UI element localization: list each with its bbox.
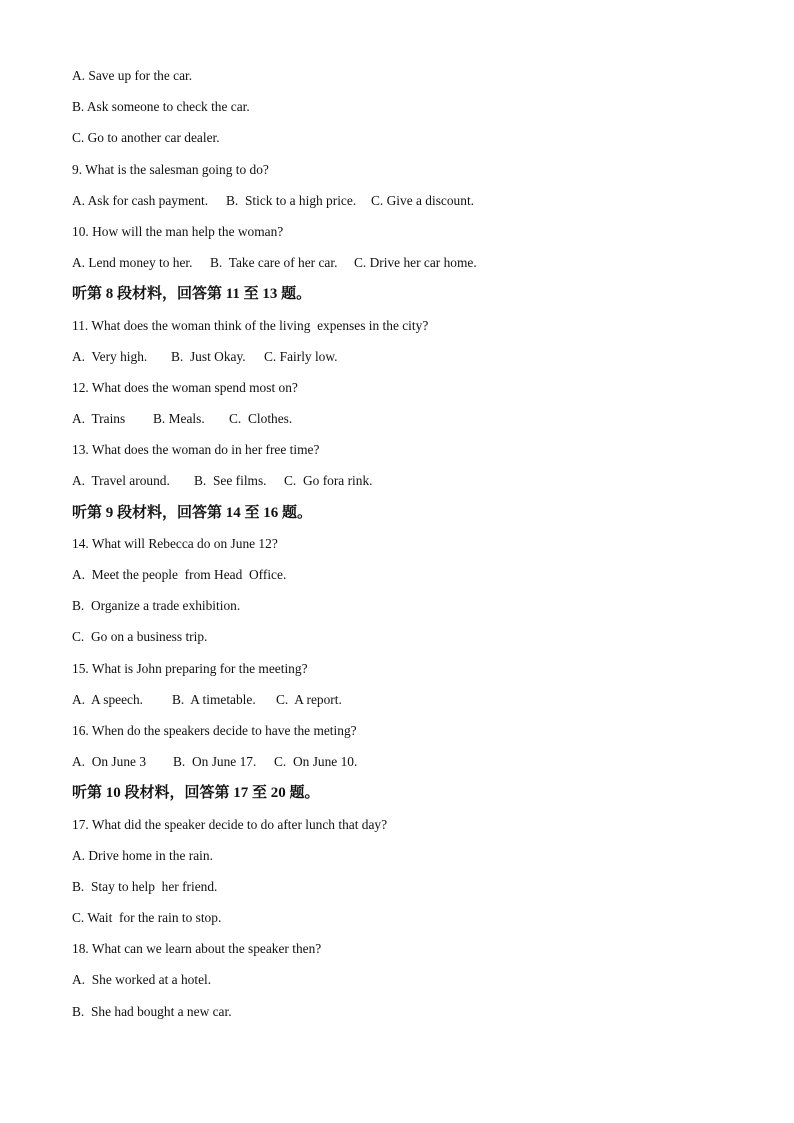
answer-option: C. Drive her car home. [354, 255, 477, 271]
section-heading: 听第 10 段材料，回答第 17 至 20 题。 [72, 785, 320, 802]
answer-option: A. Lend money to her. [72, 255, 193, 271]
answer-option: B. See films. [194, 473, 267, 489]
answer-option: B. Meals. [153, 411, 205, 427]
answer-option: B. Take care of her car. [210, 255, 338, 271]
question-text: 15. What is John preparing for the meeting? [72, 660, 308, 676]
answer-options-row [72, 752, 732, 783]
answer-option: A. Trains [72, 411, 126, 427]
answer-options-row [72, 690, 732, 721]
answer-option: A. Drive home in the rain. [72, 847, 213, 863]
answer-options-row [72, 409, 732, 440]
answer-option: B. Organize a trade exhibition. [72, 598, 241, 614]
answer-option: B. Just Okay. [171, 348, 246, 364]
question-text: 12. What does the woman spend most on? [72, 379, 298, 395]
answer-option: C. On June 10. [274, 754, 358, 770]
question-text: 17. What did the speaker decide to do after lunch that day? [72, 816, 388, 832]
question-text: 18. What can we learn about the speaker then? [72, 941, 322, 957]
question-text: 16. When do the speakers decide to have the meting? [72, 722, 357, 738]
question-text: 9. What is the salesman going to do? [72, 161, 269, 177]
question-list [72, 66, 732, 1033]
answer-options-row [72, 347, 732, 378]
answer-option: C. Go on a business trip. [72, 629, 208, 645]
answer-options-row [72, 191, 732, 222]
answer-option: C. Give a discount. [371, 192, 475, 208]
answer-option: A. Save up for the car. [72, 68, 193, 83]
answer-option: C. Fairly low. [264, 348, 338, 364]
question-text: 10. How will the man help the woman? [72, 223, 284, 239]
answer-option: C. Clothes. [229, 411, 293, 427]
answer-option: A. On June 3 [72, 754, 147, 770]
answer-option: B. A timetable. [172, 691, 256, 707]
answer-option: B. Ask someone to check the car. [72, 99, 250, 115]
answer-option: B. Stay to help her friend. [72, 878, 218, 894]
question-text: 13. What does the woman do in her free time? [72, 442, 320, 458]
answer-options-row [72, 253, 732, 284]
answer-option: B. On June 17. [173, 754, 257, 770]
question-text: 14. What will Rebecca do on June 12? [72, 535, 278, 551]
answer-option: C. A report. [276, 691, 342, 707]
answer-option: C. Wait for the rain to stop. [72, 910, 222, 926]
question-text: 11. What does the woman think of the living expenses in the city? [72, 317, 429, 333]
answer-option: B. She had bought a new car. [72, 1003, 232, 1019]
answer-option: A. Ask for cash payment. [72, 192, 209, 208]
answer-options-row [72, 471, 732, 502]
answer-option: C. Go fora rink. [284, 473, 373, 489]
answer-option: B. Stick to a high price. [226, 192, 357, 208]
document-page [72, 66, 732, 1033]
answer-option: A. A speech. [72, 691, 144, 707]
answer-option: A. Very high. [72, 348, 148, 364]
answer-option: A. She worked at a hotel. [72, 972, 212, 988]
answer-option: C. Go to another car dealer. [72, 130, 220, 146]
section-heading: 听第 9 段材料，回答第 14 至 16 题。 [72, 504, 313, 521]
answer-option: A. Travel around. [72, 473, 170, 489]
section-heading: 听第 8 段材料，回答第 11 至 13 题。 [72, 286, 312, 303]
answer-option: A. Meet the people from Head Office. [72, 567, 287, 582]
